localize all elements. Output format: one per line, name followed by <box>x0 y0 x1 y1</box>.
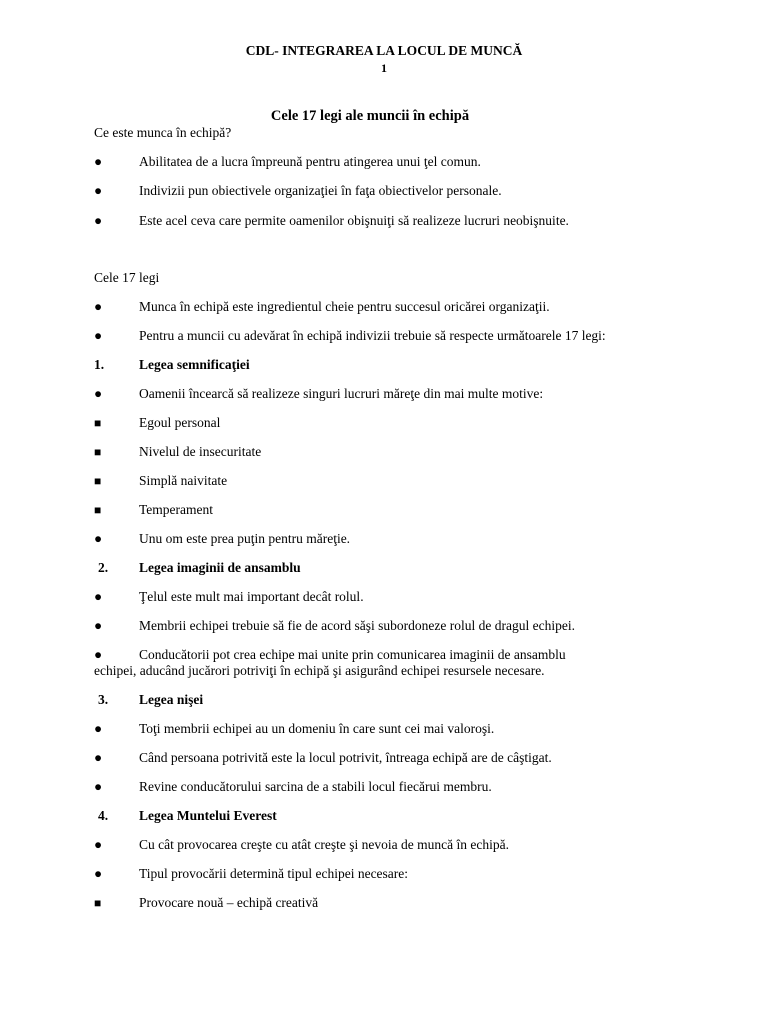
law-sub-item: Nivelul de insecuritate <box>139 444 262 459</box>
bullet-marker: ● <box>94 779 103 794</box>
bullet-marker: ● <box>94 647 103 662</box>
law-number: 4. <box>98 808 109 823</box>
law-number: 1. <box>94 357 105 372</box>
bullet-marker: ● <box>94 837 103 852</box>
law-item: Când persoana potrivită este la locul potrivit, întreaga echipă are de câştigat. <box>139 750 552 765</box>
bullet-marker: ● <box>94 154 103 169</box>
square-marker: ■ <box>94 896 102 910</box>
laws-intro-bullet: Pentru a muncii cu adevărat în echipă indivizii trebuie să respecte următoarele 17 legi: <box>139 328 606 343</box>
bullet-marker: ● <box>94 183 103 198</box>
bullet-marker: ● <box>94 589 103 604</box>
law-item: Cu cât provocarea creşte cu atât creşte şi nevoia de muncă în echipă. <box>139 837 509 852</box>
intro-question: Ce este munca în echipă? <box>94 125 232 140</box>
law-sub-item: Temperament <box>139 502 214 517</box>
law-sub-item: Egoul personal <box>139 415 221 430</box>
intro-bullet: Indivizii pun obiectivele organizaţiei în faţa obiectivelor personale. <box>139 183 502 198</box>
law-number: 3. <box>98 692 109 707</box>
law-title: Legea nişei <box>139 692 204 707</box>
laws-heading: Cele 17 legi <box>94 270 160 285</box>
law-title: Legea semnificaţiei <box>139 357 250 372</box>
bullet-marker: ● <box>94 299 103 314</box>
square-marker: ■ <box>94 474 102 488</box>
bullet-marker: ● <box>94 750 103 765</box>
law-item: Toţi membrii echipei au un domeniu în care sunt cei mai valoroşi. <box>139 721 495 736</box>
page-number: 1 <box>381 61 387 75</box>
law-sub-item: Provocare nouă – echipă creativă <box>139 895 319 910</box>
bullet-marker: ● <box>94 386 103 401</box>
law-item: Membrii echipei trebuie să fie de acord săşi subordoneze rolul de dragul echipei. <box>139 618 575 633</box>
law-item: Revine conducătorului sarcina de a stabili locul fiecărui membru. <box>139 779 492 794</box>
bullet-marker: ● <box>94 721 103 736</box>
bullet-marker: ● <box>94 618 103 633</box>
law-item: Oamenii încearcă să realizeze singuri lucruri măreţe din mai multe motive: <box>139 386 544 401</box>
square-marker: ■ <box>94 416 102 430</box>
law-item-wrapped-line2: echipei, aducând jucărori potriviţi în echipă şi asigurând echipei resursele necesare. <box>94 663 545 678</box>
intro-bullet: Este acel ceva care permite oamenilor obişnuiţi să realizeze lucruri neobişnuite. <box>139 213 569 228</box>
law-title: Legea imaginii de ansamblu <box>139 560 301 575</box>
bullet-marker: ● <box>94 866 103 881</box>
bullet-marker: ● <box>94 328 103 343</box>
square-marker: ■ <box>94 503 102 517</box>
law-title: Legea Muntelui Everest <box>139 808 277 823</box>
law-item-wrapped-line1: Conducătorii pot crea echipe mai unite prin comunicarea imaginii de ansamblu <box>139 647 566 662</box>
bullet-marker: ● <box>94 531 103 546</box>
law-number: 2. <box>98 560 109 575</box>
course-header: CDL- INTEGRAREA LA LOCUL DE MUNCĂ <box>245 43 523 58</box>
law-item: Tipul provocării determină tipul echipei necesare: <box>139 866 409 881</box>
law-sub-item: Simplă naivitate <box>139 473 228 488</box>
law-item: Unu om este prea puţin pentru măreţie. <box>139 531 351 546</box>
laws-intro-bullet: Munca în echipă este ingredientul cheie pentru succesul oricărei organizaţii. <box>139 299 550 314</box>
document-title: Cele 17 legi ale muncii în echipă <box>270 108 470 124</box>
law-item: Ţelul este mult mai important decât rolul. <box>139 589 364 604</box>
square-marker: ■ <box>94 445 102 459</box>
bullet-marker: ● <box>94 213 103 228</box>
intro-bullet: Abilitatea de a lucra împreună pentru atingerea unui ţel comun. <box>139 154 481 169</box>
